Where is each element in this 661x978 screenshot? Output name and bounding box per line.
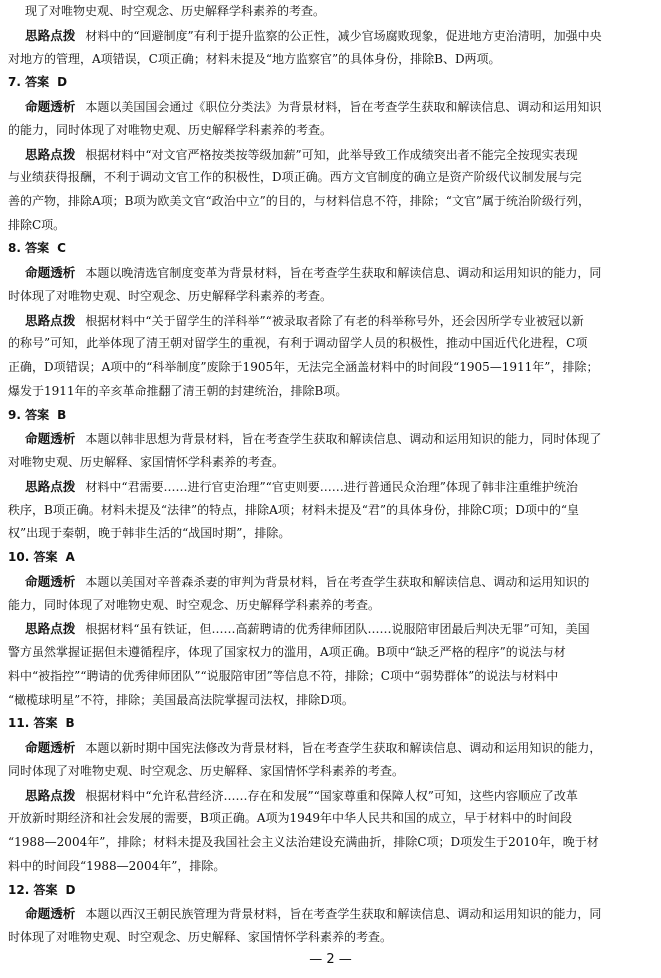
- thinking-label: 思路点拨: [25, 787, 76, 803]
- thinking-label: 思路点拨: [25, 146, 76, 162]
- question-8-answer: 8. 答案 C: [8, 241, 66, 256]
- thinking-line: 与业绩获得报酬，不利于调动文官工作的积极性，D项正确。西方文官制度的确立是资产阶级代议制发展与完: [8, 170, 582, 185]
- answer-value: D: [57, 75, 68, 90]
- analysis-line: 时体现了对唯物史观、时空观念、历史解释学科素养的考查。: [8, 288, 333, 303]
- thinking-line: 思路点拨 根据材料中“对文官严格按类按等级加薪”可知，此举导致工作成绩突出者不能完全按现实表现: [25, 146, 578, 162]
- answer-value: C: [57, 241, 66, 256]
- thinking-label: 思路点拨: [25, 27, 76, 43]
- analysis-line: 的能力，同时体现了对唯物史观、历史解释学科素养的考查。: [8, 122, 333, 137]
- analysis-line: 命题透析 本题以韩非思想为背景材料，旨在考查学生获取和解读信息、调动和运用知识的能力，同时体现了: [25, 431, 602, 447]
- analysis-line: 命题透析 本题以新时期中国宪法修改为背景材料，旨在考查学生获取和解读信息、调动和运用知识的能力，: [25, 740, 602, 756]
- page-number: — 2 —: [309, 952, 352, 967]
- continuation-text: 现了对唯物史观、时空观念、历史解释学科素养的考查。: [25, 4, 326, 18]
- thinking-line: 爆发于1911年的辛亥革命推翻了清王朝的封建统治，排除B项。: [8, 383, 348, 398]
- analysis-line: 命题透析 本题以美国国会通过《职位分类法》为背景材料，旨在考查学生获取和解读信息、调动和运用知识: [25, 99, 602, 114]
- analysis-line: 同时体现了对唯物史观、时空观念、历史解释、家国情怀学科素养的考查。: [8, 763, 405, 778]
- analysis-line: 命题透析 本题以晚清选官制度变革为背景材料，旨在考查学生获取和解读信息、调动和运用知识的能力，同: [25, 265, 602, 281]
- analysis-label: 命题透析: [25, 265, 76, 281]
- thinking-line: “1988—2004年”，排除；材料未提及我国社会主义法治建设充满曲折，排除C项；D项发生于2010年，晚于材: [8, 835, 599, 849]
- thinking-line: 警方虽然掌握证据但未遵循程序，体现了国家权力的滥用，A项正确。B项中“缺乏严格的程序”的说法与材: [8, 645, 566, 660]
- analysis-label: 命题透析: [25, 431, 76, 447]
- thinking-line: 排除C项。: [8, 217, 66, 232]
- thinking-line: 正确，D项错误；A项中的“科举制度”废除于1905年，无法完全涵盖材料中的时间段“1905—1911年”，排除；: [8, 360, 599, 375]
- analysis-label: 命题透析: [25, 573, 76, 589]
- thinking-label: 思路点拨: [25, 621, 76, 637]
- thinking-line: 思路点拨 根据材料中“关于留学生的洋科举”“被录取者除了有老的科举称号外，还会因所学专业被冠以新: [25, 312, 584, 328]
- analysis-line: 对唯物史观、历史解释、家国情怀学科素养的考查。: [8, 455, 285, 470]
- question-9-answer: 9. 答案 B: [8, 407, 67, 422]
- thinking-line: “橄榄球明星”不符，排除；美国最高法院掌握司法权，排除D项。: [8, 692, 354, 707]
- thinking-line: 秩序，B项正确。材料未提及“法律”的特点，排除A项；材料未提及“君”的具体身份，排除C项；D项中的“皇: [8, 502, 579, 517]
- question-10-answer: 10. 答案 A: [8, 550, 75, 565]
- thinking-line: 善的产物，排除A项；B项为欧美文官“政治中立”的目的，与材料信息不符，排除；“文官”属于统治阶级行列，: [8, 193, 591, 208]
- thinking-line: 的称号”可知，此举体现了清王朝对留学生的重视，有利于调动留学人员的积极性，推动中国近代化进程，C项: [8, 336, 588, 351]
- thinking-line: 开放新时期经济和社会发展的需要，B项正确。A项为1949年中华人民共和国的成立，早于材料中的时间段: [8, 811, 573, 826]
- analysis-line: 命题透析 本题以西汉王朝民族管理为背景材料，旨在考查学生获取和解读信息、调动和运用知识的能力，同: [25, 906, 602, 922]
- thinking-line: 对地方的管理，A项错误，C项正确；材料未提及“地方监察官”的具体身份，排除B、D两项。: [8, 51, 501, 66]
- thinking-label: 思路点拨: [25, 312, 76, 328]
- question-7-answer: 7. 答案 D: [8, 75, 68, 90]
- thinking-line: 思路点拨 根据材料中“允许私营经济……存在和发展”“国家尊重和保障人权”可知，这些内容顺应了改革: [25, 787, 578, 803]
- analysis-label: 命题透析: [25, 740, 76, 756]
- question-12-answer: 12. 答案 D: [8, 882, 76, 897]
- answer-value: B: [65, 716, 75, 731]
- analysis-label: 命题透析: [25, 99, 76, 114]
- thinking-line: 料中“被指控”“聘请的优秀律师团队”“说服陪审团”等信息不符，排除；C项中“弱势群体”的说法与材料中: [8, 668, 559, 683]
- thinking-line: 思路点拨 材料中的“回避制度”有利于提升监察的公正性，减少官场腐败现象，促进地方吏治清明，加强中央: [25, 27, 602, 43]
- answer-value: D: [65, 882, 76, 897]
- thinking-line: 料中的时间段“1988—2004年”，排除。: [8, 858, 226, 873]
- thinking-label: 思路点拨: [25, 478, 76, 494]
- answer-value: B: [57, 407, 67, 422]
- analysis-line: 能力，同时体现了对唯物史观、时空观念、历史解释学科素养的考查。: [8, 597, 381, 612]
- thinking-line: 权”出现于秦朝，晚于韩非生活的“战国时期”，排除。: [8, 526, 291, 541]
- analysis-line: 命题透析 本题以美国对辛普森杀妻的审判为背景材料，旨在考查学生获取和解读信息、调动和运用知识的: [25, 573, 590, 589]
- thinking-line: 思路点拨 材料中“君需要……进行官吏治理”“官吏则要……进行普通民众治理”体现了韩非注重维护统治: [25, 478, 578, 494]
- thinking-line: 思路点拨 根据材料“虽有铁证，但……高薪聘请的优秀律师团队……说服陪审团最后判决无罪”可知，美国: [25, 621, 590, 637]
- analysis-line: 时体现了对唯物史观、时空观念、历史解释、家国情怀学科素养的考查。: [8, 930, 393, 944]
- answer-value: A: [65, 550, 75, 565]
- analysis-label: 命题透析: [25, 906, 76, 922]
- question-11-answer: 11. 答案 B: [8, 716, 75, 731]
